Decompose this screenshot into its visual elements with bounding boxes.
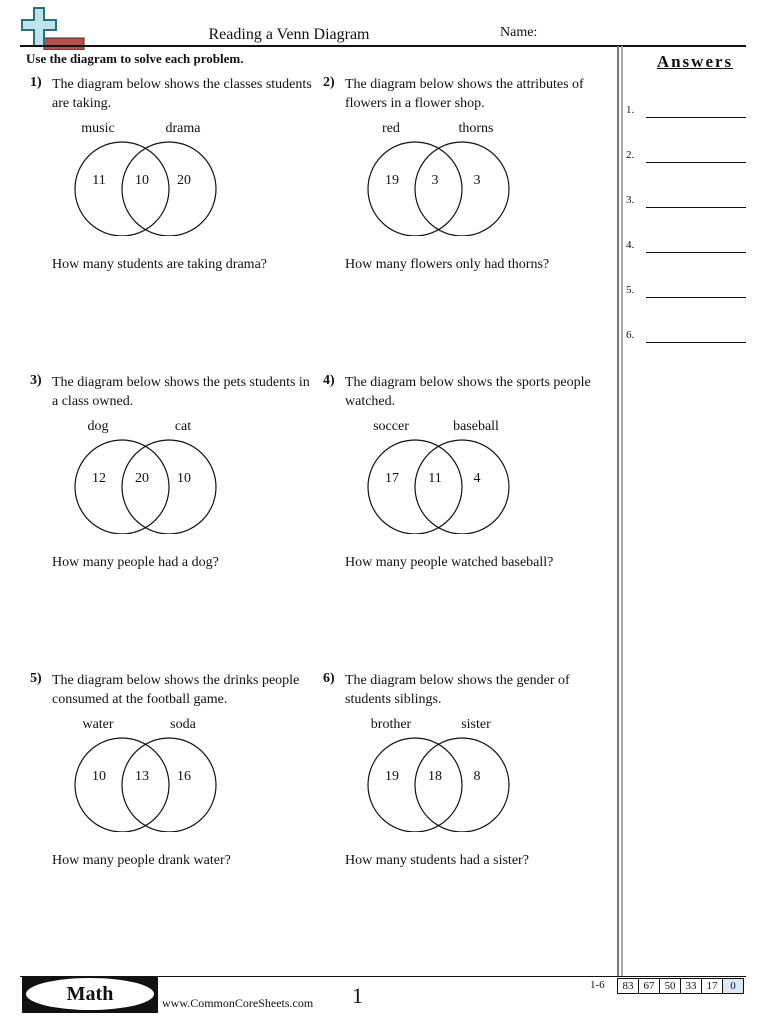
venn-left-value: 11 bbox=[92, 173, 106, 188]
problem-question: How many students had a sister? bbox=[345, 853, 529, 868]
score-cell: 83 bbox=[617, 978, 639, 994]
problem-question: How many flowers only had thorns? bbox=[345, 257, 550, 272]
venn-right-label: soda bbox=[170, 717, 196, 732]
problem-text: The diagram below shows the sports people watched. bbox=[345, 375, 591, 409]
answer-line-3[interactable] bbox=[626, 194, 746, 212]
venn-diagram bbox=[66, 717, 226, 832]
venn-diagram bbox=[359, 717, 519, 832]
venn-overlap-value: 20 bbox=[135, 471, 149, 486]
answer-number: 4. bbox=[626, 239, 635, 251]
problem-question: How many people had a dog? bbox=[52, 555, 219, 570]
problem-text: The diagram below shows the classes students are taking. bbox=[52, 77, 312, 111]
venn-overlap-value: 10 bbox=[135, 173, 149, 188]
venn-right-value: 16 bbox=[177, 769, 191, 784]
venn-left-label: dog bbox=[87, 419, 109, 434]
problem-number: 5) bbox=[30, 671, 42, 686]
venn-left-label: brother bbox=[370, 717, 412, 732]
venn-diagram bbox=[66, 121, 226, 236]
problem-text: The diagram below shows the drinks people consumed at the football game. bbox=[52, 673, 300, 707]
venn-right-value: 4 bbox=[473, 471, 481, 486]
venn-overlap-value: 11 bbox=[428, 471, 442, 486]
page-title: Reading a Venn Diagram bbox=[208, 26, 370, 43]
problem-question: How many people watched baseball? bbox=[345, 555, 554, 570]
problem-number: 3) bbox=[30, 373, 42, 388]
score-cell: 50 bbox=[659, 978, 681, 994]
venn-left-value: 17 bbox=[385, 471, 399, 486]
answer-line-2[interactable] bbox=[626, 149, 746, 167]
venn-left-value: 12 bbox=[92, 471, 106, 486]
answer-line-5[interactable] bbox=[626, 284, 746, 302]
problem-number: 4) bbox=[323, 373, 335, 388]
answer-number: 2. bbox=[626, 149, 635, 161]
answer-number: 5. bbox=[626, 284, 635, 296]
venn-right-label: baseball bbox=[453, 419, 499, 434]
venn-left-value: 10 bbox=[92, 769, 106, 784]
problem-number: 2) bbox=[323, 75, 335, 90]
venn-diagram bbox=[66, 419, 226, 534]
answer-number: 3. bbox=[626, 194, 635, 206]
venn-right-label: cat bbox=[174, 419, 192, 434]
math-badge: Math bbox=[26, 978, 154, 1010]
answer-number: 1. bbox=[626, 104, 635, 116]
venn-diagram bbox=[359, 121, 519, 236]
venn-right-value: 8 bbox=[473, 769, 481, 784]
instructions: Use the diagram to solve each problem. bbox=[26, 51, 244, 66]
venn-left-label: water bbox=[82, 717, 114, 732]
answer-line-4[interactable] bbox=[626, 239, 746, 257]
venn-left-label: music bbox=[81, 121, 115, 136]
problem-number: 1) bbox=[30, 75, 42, 90]
answer-column-divider bbox=[617, 46, 619, 976]
score-cell: 67 bbox=[638, 978, 660, 994]
venn-left-label: red bbox=[382, 121, 400, 136]
venn-right-label: thorns bbox=[458, 121, 494, 136]
score-cell: 17 bbox=[701, 978, 723, 994]
venn-right-label: drama bbox=[165, 121, 201, 136]
venn-overlap-value: 13 bbox=[135, 769, 149, 784]
venn-right-value: 3 bbox=[473, 173, 481, 188]
venn-right-label: sister bbox=[461, 717, 491, 732]
problem-question: How many people drank water? bbox=[52, 853, 231, 868]
score-cell: 0 bbox=[722, 978, 744, 994]
venn-diagram bbox=[359, 419, 519, 534]
answer-line-6[interactable] bbox=[626, 329, 746, 347]
answers-heading: Answers bbox=[656, 52, 734, 71]
answer-number: 6. bbox=[626, 329, 635, 341]
problem-text: The diagram below shows the gender of students siblings. bbox=[345, 673, 570, 707]
problem-question: How many students are taking drama? bbox=[52, 257, 267, 272]
venn-left-value: 19 bbox=[385, 769, 399, 784]
venn-overlap-value: 3 bbox=[431, 173, 439, 188]
venn-left-label: soccer bbox=[373, 419, 409, 434]
answer-line-1[interactable] bbox=[626, 104, 746, 122]
problem-number: 6) bbox=[323, 671, 335, 686]
score-table bbox=[618, 978, 744, 994]
answer-column-divider-inner bbox=[621, 46, 623, 976]
venn-right-value: 10 bbox=[177, 471, 191, 486]
header-rule bbox=[20, 45, 746, 47]
venn-right-value: 20 bbox=[177, 173, 191, 188]
problem-text: The diagram below shows the attributes of flowers in a flower shop. bbox=[345, 77, 584, 111]
score-cell: 33 bbox=[680, 978, 702, 994]
venn-left-value: 19 bbox=[385, 173, 399, 188]
problem-text: The diagram below shows the pets students in a class owned. bbox=[52, 375, 310, 409]
venn-overlap-value: 18 bbox=[428, 769, 442, 784]
name-label: Name: bbox=[500, 25, 538, 40]
page-number: 1 bbox=[352, 983, 363, 1008]
website-link[interactable]: www.CommonCoreSheets.com bbox=[162, 996, 314, 1010]
problem-range: 1-6 bbox=[590, 979, 605, 991]
